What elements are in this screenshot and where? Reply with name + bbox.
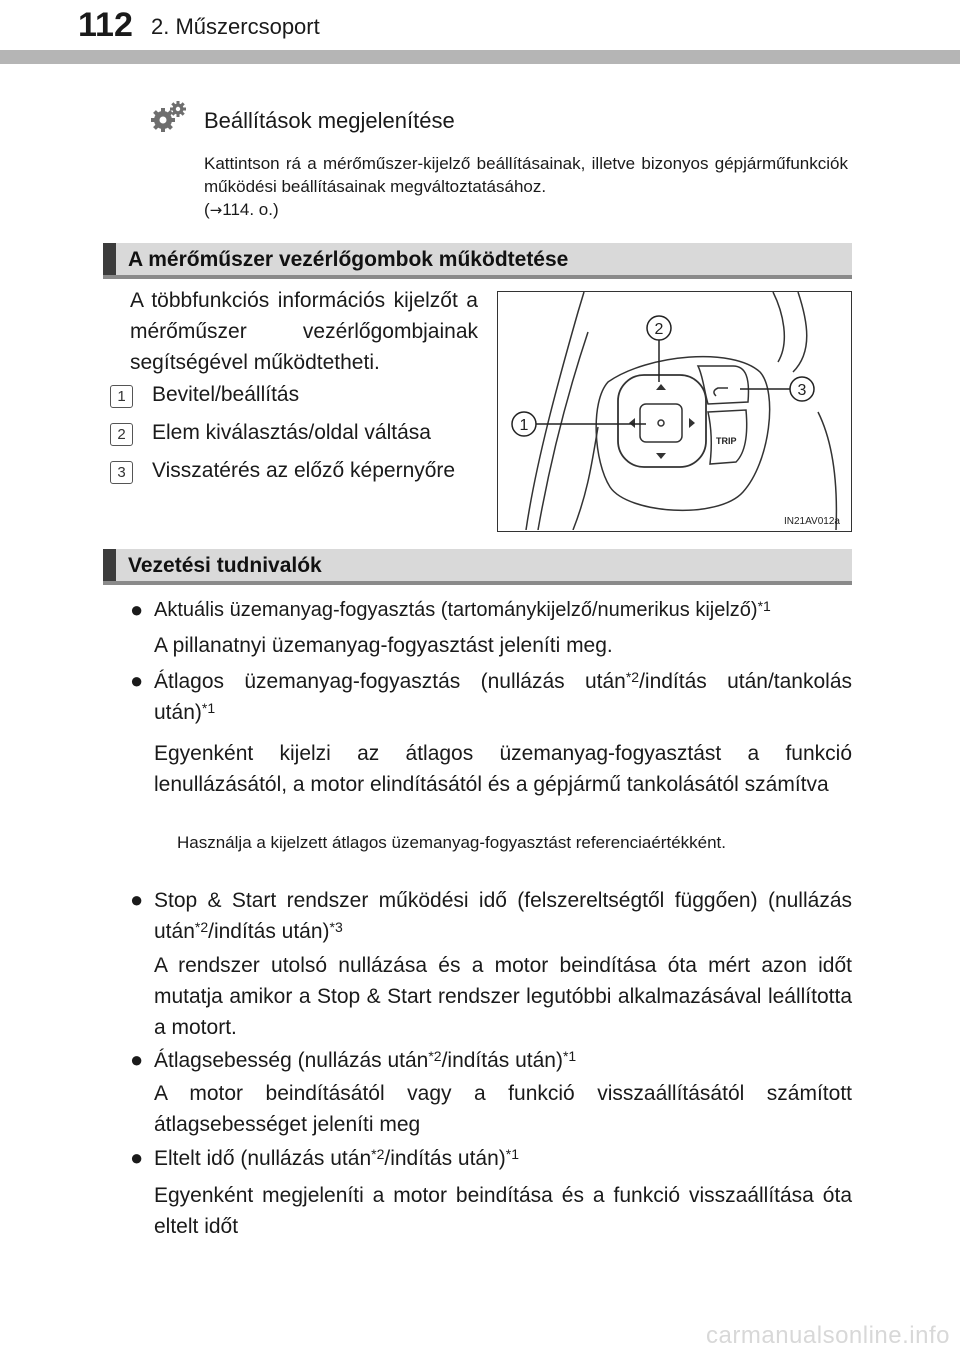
steering-switch-figure	[497, 291, 852, 532]
number-badge: 2	[110, 423, 133, 446]
watermark: carmanualsonline.info	[706, 1322, 950, 1349]
chapter-title: 2. Műszercsoport	[151, 14, 320, 39]
footnote-ref: *1	[562, 1048, 577, 1064]
footnote-ref: *2	[194, 919, 209, 935]
bullet-icon: ●	[130, 1047, 144, 1072]
footnote-ref: *2	[625, 669, 640, 685]
bullet-text: /indítás után)	[384, 1147, 506, 1170]
bullet-description: A motor beindításától vagy a funkció visszaállításától számított átlagsebességet jeleníti meg	[154, 1082, 852, 1136]
bullet-description: A rendszer utolsó nullázása és a motor beindítása óta mért azon időt mutatja amikor a Stop & Start rendszer legutóbbi alkalmazásával leállította a motort.	[154, 954, 852, 1039]
controls-intro: A többfunkciós információs kijelzőt a mérőműszer vezérlőgombjainak segítségével működtetheti.	[130, 289, 478, 374]
number-badge: 3	[110, 461, 133, 484]
item-label: Visszatérés az előző képernyőre	[152, 459, 456, 482]
bullet-item	[154, 1045, 852, 1076]
bullet-icon: ●	[130, 597, 144, 622]
bullet-icon: ●	[130, 1145, 144, 1170]
bullet-icon: ●	[130, 887, 144, 912]
footnote-ref: *3	[329, 919, 343, 935]
footnote-ref: *2	[428, 1048, 442, 1064]
bullet-text: Aktuális üzemanyag-fogyasztás (tartománykijelző/numerikus kijelző)	[154, 599, 758, 621]
settings-description-text: Kattintson rá a mérőműszer-kijelző beállításainak, illetve bizonyos gépjárműfunkciók működési beállításainak megváltoztatásához.	[204, 154, 848, 196]
bullet-text: /indítás után)	[208, 920, 330, 943]
settings-description	[204, 152, 848, 222]
bullet-item	[154, 666, 852, 728]
bullet-text: Átlagsebesség (nullázás után	[154, 1049, 429, 1072]
page-number: 112	[78, 6, 133, 44]
callout-2: 2	[654, 321, 664, 338]
footnote-ref: *1	[201, 700, 216, 716]
bullet-item	[154, 885, 852, 947]
arrow-ref-icon: →	[209, 201, 223, 219]
settings-title: Beállítások megjelenítése	[204, 108, 455, 133]
ref-open: (	[204, 200, 210, 219]
bullet-item	[154, 1143, 852, 1174]
small-note: Használja a kijelzett átlagos üzemanyag-fogyasztást referenciaértékként.	[177, 833, 727, 852]
callout-3: 3	[797, 382, 807, 399]
number-badge: 1	[110, 385, 133, 408]
section-title: A mérőműszer vezérlőgombok működtetése	[128, 248, 569, 271]
section-header-controls	[103, 243, 852, 279]
bullet-description: Egyenként kijelzi az átlagos üzemanyag-fogyasztást a funkció lenullázásától, a motor elindításától és a gépjármű tankolásától számítva	[154, 742, 852, 796]
gears-icon	[150, 100, 188, 134]
item-label: Elem kiválasztás/oldal váltása	[152, 421, 431, 444]
section-header-notes	[103, 549, 852, 585]
bullet-item	[154, 595, 852, 626]
figure-code: IN21AV012a	[784, 516, 840, 527]
bullet-description: A pillanatnyi üzemanyag-fogyasztást jeleníti meg.	[154, 634, 613, 657]
footnote-ref: *2	[371, 1146, 385, 1162]
trip-button-label: TRIP	[716, 436, 737, 446]
back-arrow-icon	[714, 388, 728, 396]
footnote-ref: *1	[757, 598, 771, 614]
footnote-ref: *1	[505, 1146, 520, 1162]
bullet-text: Átlagos üzemanyag-fogyasztás (nullázás után	[154, 670, 626, 693]
page-reference: 114. o.)	[222, 200, 279, 219]
section-title: Vezetési tudnivalók	[128, 554, 322, 577]
bullet-text: Stop & Start rendszer működési idő (felszereltségtől függően) (nullázás után	[154, 889, 852, 943]
bullet-text: /indítás után)	[441, 1049, 563, 1072]
bullet-text: Eltelt idő (nullázás után	[154, 1147, 372, 1170]
bullet-description: Egyenként megjeleníti a motor beindítása és a funkció visszaállítása óta eltelt időt	[154, 1184, 852, 1238]
callout-1: 1	[519, 417, 529, 434]
bullet-icon: ●	[130, 668, 144, 693]
bullet-text: /indítás után/tankolás után)	[154, 670, 852, 724]
header-rule	[0, 50, 960, 64]
item-label: Bevitel/beállítás	[152, 383, 300, 406]
